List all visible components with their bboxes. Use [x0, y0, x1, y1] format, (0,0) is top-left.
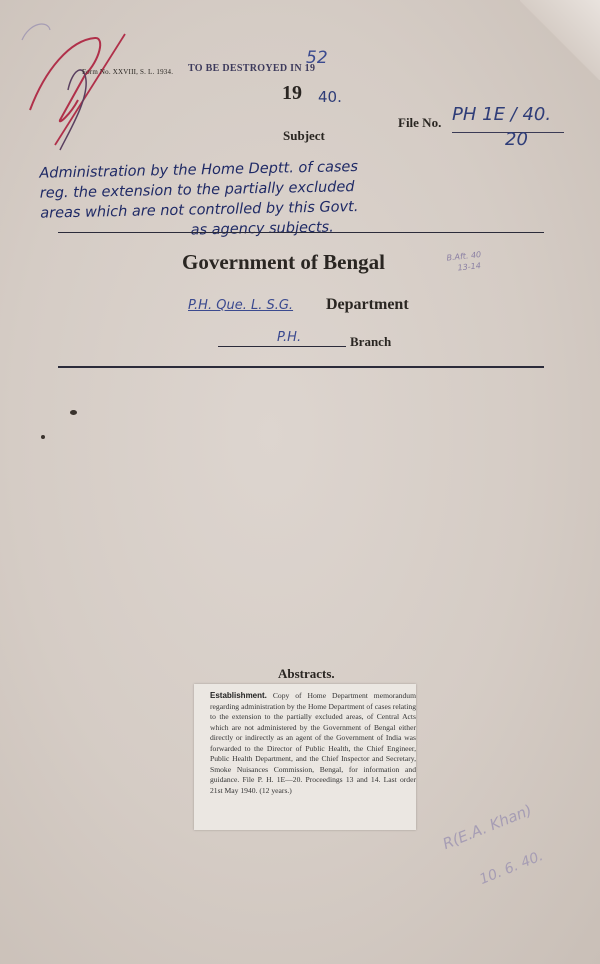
- file-number-value: PH 1E / 40.: [452, 104, 552, 125]
- subject-text: [39, 152, 581, 243]
- branch-handwritten: P.H.: [277, 330, 302, 345]
- margin-note-line: B.Aft. 40: [446, 250, 482, 263]
- year-handwritten: 40.: [318, 88, 342, 106]
- department-handwritten: P.H. Que. L. S.G.: [188, 298, 294, 313]
- pencil-signature: R(E.A. Khan): [440, 800, 535, 854]
- file-number-label: File No.: [398, 115, 442, 130]
- government-title: Government of Bengal: [182, 250, 385, 274]
- signature-date: 10. 6. 40.: [477, 848, 546, 888]
- folded-corner: [520, 0, 600, 80]
- form-number: Form No. XXVIII, S. L. 1934.: [82, 68, 174, 76]
- subject-label: Subject: [283, 128, 325, 143]
- header-divider: [58, 366, 544, 368]
- abstracts-title: Abstracts.: [278, 666, 335, 681]
- subject-line: as agency subjects.: [190, 219, 334, 239]
- destroyed-year: 52: [306, 48, 328, 68]
- year-printed: 19: [282, 82, 302, 104]
- branch-label: Branch: [350, 334, 392, 349]
- ink-spot: [70, 410, 77, 415]
- margin-note: [446, 247, 498, 274]
- abstract-slip: [194, 684, 416, 830]
- abstract-heading: Establishment.: [210, 691, 267, 700]
- department-label: Department: [326, 296, 409, 313]
- abstract-text: [210, 691, 416, 796]
- subject-line: reg. the extension to the partially excluded: [39, 179, 355, 202]
- margin-note-line: 13-14: [457, 261, 482, 273]
- ink-spot: [41, 435, 45, 439]
- destroyed-stamp: TO BE DESTROYED IN 19: [188, 63, 316, 74]
- subject-line: areas which are not controlled by this Govt.: [40, 198, 359, 222]
- abstract-body: Copy of Home Department memorandum regarding administration by the Home Department of cases relating to the extension to the partially excluded areas, of Central Acts which are not administered by the Government of Bengal either directly or indirectly as an agent of the Government of India was forwarded to the Director of Public Health, the Chief Engineer, Public Health Department, and the Chief Inspector and Secretary, Smoke Nuisances Commission, Bengal, for information and guidance. File P. H. 1E—20. Proceedings 13 and 14. Last order 21st May 1940. (12 years.): [210, 691, 416, 795]
- branch-divider: [218, 346, 346, 347]
- subject-line: Administration by the Home Deptt. of cases: [39, 158, 359, 182]
- file-number-sub: 20: [505, 129, 528, 150]
- subject-divider: [58, 232, 544, 233]
